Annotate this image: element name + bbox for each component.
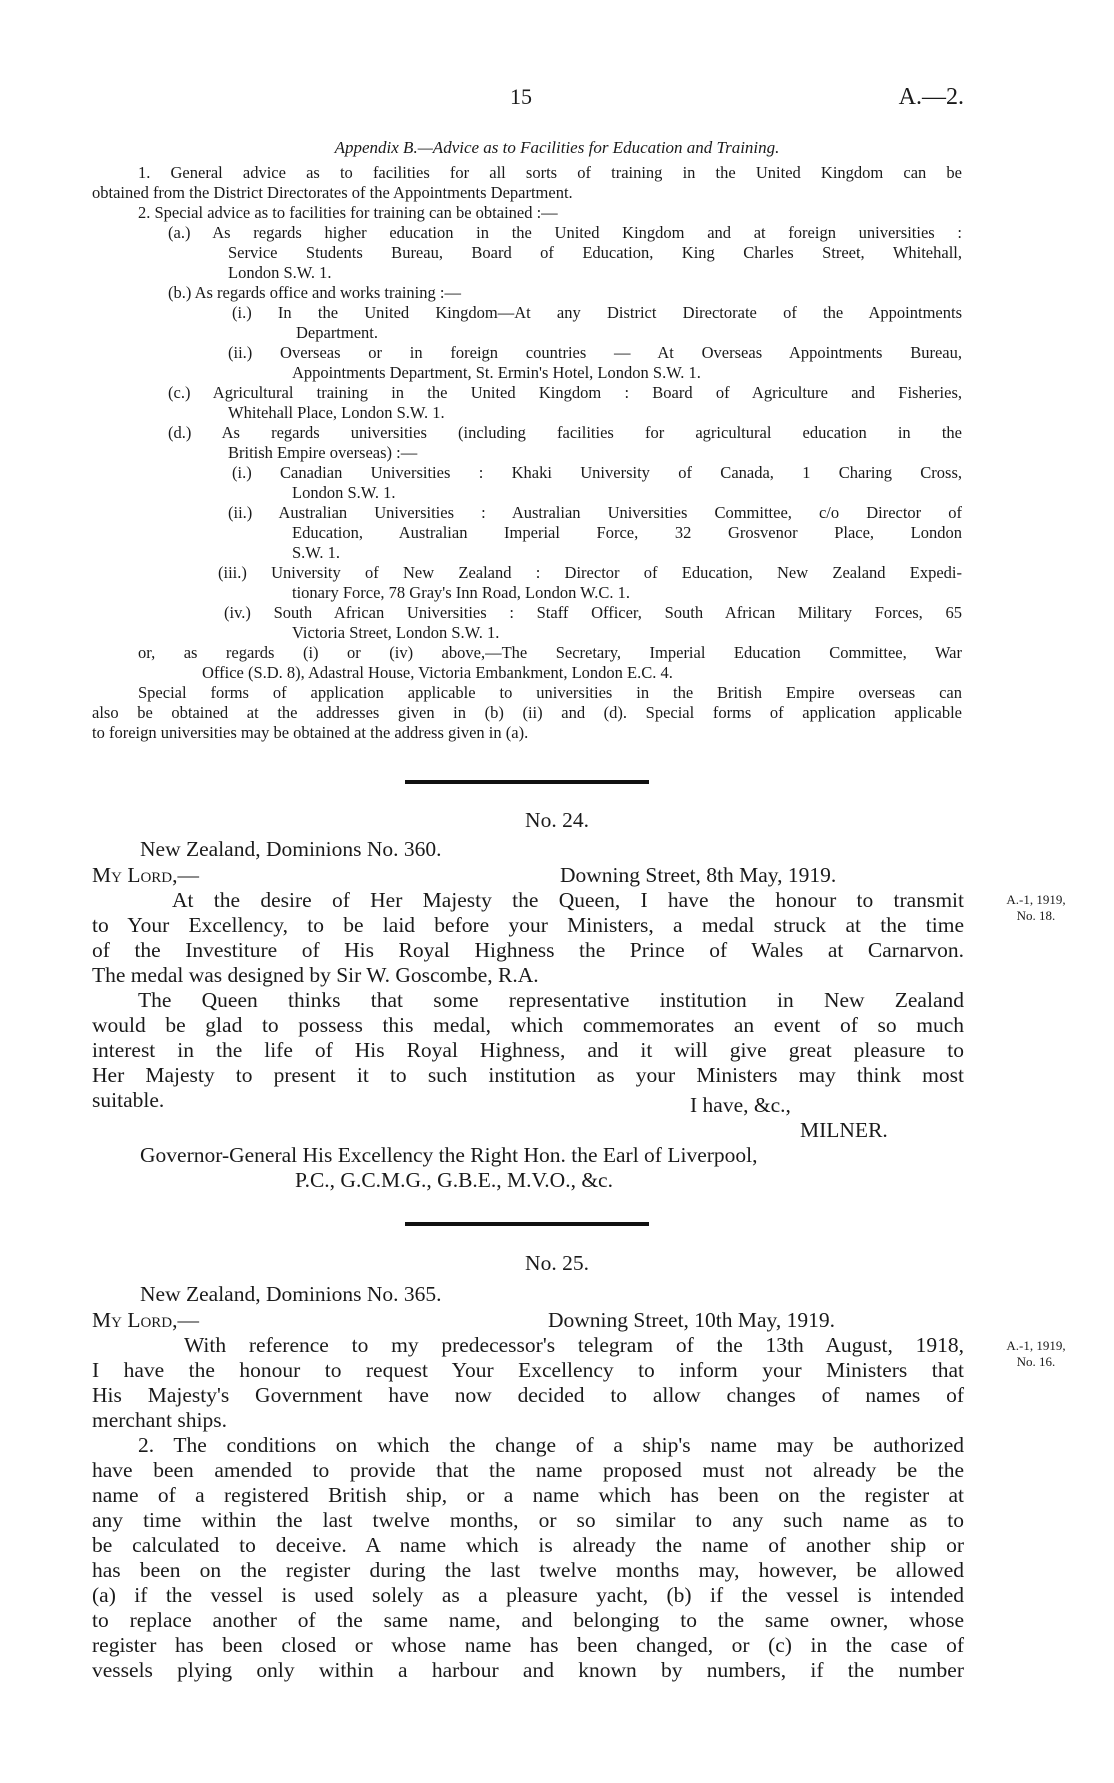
text-line: (i.) Canadian Universities : Khaki University of Canada, 1 Charing Cross, xyxy=(232,463,962,482)
text-line: obtained from the District Directorates of the Appointments Department. xyxy=(92,183,573,202)
text-line: 1. General advice as to facilities for all sorts of training in the United Kingdom can be xyxy=(138,163,962,182)
closing: I have, &c., xyxy=(690,1093,791,1117)
place-date: Downing Street, 8th May, 1919. xyxy=(560,863,837,887)
text-line: has been on the register during the last twelve months may, however, be allowed xyxy=(92,1558,964,1582)
text-line: At the desire of Her Majesty the Queen, I have the honour to transmit xyxy=(172,888,964,912)
text-line: Appointments Department, St. Ermin's Hotel, London S.W. 1. xyxy=(292,363,701,382)
text-line: Office (S.D. 8), Adastral House, Victoria Embankment, London E.C. 4. xyxy=(202,663,673,682)
page-header xyxy=(0,84,1114,114)
text-line: (ii.) Australian Universities : Australian Universities Committee, c/o Director of xyxy=(228,503,962,522)
text-line: Service Students Bureau, Board of Education, King Charles Street, Whitehall, xyxy=(228,243,962,262)
text-line: London S.W. 1. xyxy=(292,483,396,502)
text-line: would be glad to possess this medal, which commemorates an event of so much xyxy=(92,1013,964,1037)
text-line: be calculated to deceive. A name which is already the name of another ship or xyxy=(92,1533,964,1557)
text-line: name of a registered British ship, or a name which has been on the register at xyxy=(92,1483,964,1507)
text-line: Her Majesty to present it to such institution as your Ministers may think most xyxy=(92,1063,964,1087)
text-line: to foreign universities may be obtained at the address given in (a). xyxy=(92,723,529,742)
text-line: The Queen thinks that some representative institution in New Zealand xyxy=(138,988,964,1012)
section-divider xyxy=(405,780,649,784)
text-line: 2. Special advice as to facilities for training can be obtained :— xyxy=(138,203,558,222)
text-line: register has been closed or whose name has been changed, or (c) in the case of xyxy=(92,1633,964,1657)
appendix-title: Appendix B.—Advice as to Facilities for Education and Training. xyxy=(334,138,780,157)
text-line: vessels plying only within a harbour and known by numbers, if the number xyxy=(92,1658,964,1682)
text-line: tionary Force, 78 Gray's Inn Road, London W.C. 1. xyxy=(292,583,630,602)
salutation: My Lord,— xyxy=(92,1308,200,1332)
text-line: have been amended to provide that the name proposed must not already be the xyxy=(92,1458,964,1482)
text-line: Department. xyxy=(296,323,379,342)
text-line: to Your Excellency, to be laid before your Ministers, a medal struck at the time xyxy=(92,913,964,937)
margin-note: A.-1, 1919, No. 16. xyxy=(1006,1338,1066,1369)
place-date: Downing Street, 10th May, 1919. xyxy=(548,1308,836,1332)
margin-note: A.-1, 1919, No. 18. xyxy=(1006,892,1066,923)
salutation: My Lord,— xyxy=(92,863,200,887)
letter-number: No. 24. xyxy=(525,808,589,832)
text-line: (b.) As regards office and works training :— xyxy=(168,283,461,302)
text-line: S.W. 1. xyxy=(292,543,340,562)
section-divider xyxy=(405,1222,649,1226)
text-line: (ii.) Overseas or in foreign countries — At Overseas Appointments Bureau, xyxy=(228,343,962,362)
dominions-reference: New Zealand, Dominions No. 365. xyxy=(140,1282,442,1306)
text-line: or, as regards (i) or (iv) above,—The Secretary, Imperial Education Committee, War xyxy=(138,643,962,662)
text-line: With reference to my predecessor's telegram of the 13th August, 1918, xyxy=(184,1333,964,1357)
text-line: merchant ships. xyxy=(92,1408,227,1432)
dominions-reference: New Zealand, Dominions No. 360. xyxy=(140,837,442,861)
text-line: (a) if the vessel is used solely as a pleasure yacht, (b) if the vessel is intended xyxy=(92,1583,964,1607)
text-line: (i.) In the United Kingdom—At any District Directorate of the Appointments xyxy=(232,303,962,322)
text-line: Victoria Street, London S.W. 1. xyxy=(292,623,500,642)
text-line: I have the honour to request Your Excellency to inform your Ministers that xyxy=(92,1358,964,1382)
text-line: suitable. xyxy=(92,1088,165,1112)
text-line: Special forms of application applicable to universities in the British Empire overseas can xyxy=(138,683,962,702)
text-line: (c.) Agricultural training in the United Kingdom : Board of Agriculture and Fisheries, xyxy=(168,383,962,402)
text-line: interest in the life of His Royal Highness, and it will give great pleasure to xyxy=(92,1038,964,1062)
addressee-line: Governor-General His Excellency the Right Hon. the Earl of Liverpool, xyxy=(140,1143,758,1167)
text-line: (d.) As regards universities (including facilities for agricultural education in the xyxy=(168,423,962,442)
series-reference: A.—2. xyxy=(898,84,964,110)
text-line: His Majesty's Government have now decided to allow changes of names of xyxy=(92,1383,964,1407)
text-line: British Empire overseas) :— xyxy=(228,443,418,462)
text-line: Whitehall Place, London S.W. 1. xyxy=(228,403,445,422)
page-number: 15 xyxy=(510,84,532,109)
signature: MILNER. xyxy=(800,1118,888,1142)
text-line: London S.W. 1. xyxy=(228,263,332,282)
text-line: The medal was designed by Sir W. Goscombe, R.A. xyxy=(92,963,539,987)
text-line: (a.) As regards higher education in the United Kingdom and at foreign universities : xyxy=(168,223,962,242)
text-line: Education, Australian Imperial Force, 32 Grosvenor Place, London xyxy=(292,523,962,542)
text-line: 2. The conditions on which the change of a ship's name may be authorized xyxy=(138,1433,964,1457)
text-line: of the Investiture of His Royal Highness the Prince of Wales at Carnarvon. xyxy=(92,938,964,962)
text-line: also be obtained at the addresses given in (b) (ii) and (d). Special forms of application applicable xyxy=(92,703,962,722)
text-line: (iv.) South African Universities : Staff Officer, South African Military Forces, 65 xyxy=(224,603,962,622)
text-line: any time within the last twelve months, or so similar to any such name as to xyxy=(92,1508,964,1532)
addressee-line: P.C., G.C.M.G., G.B.E., M.V.O., &c. xyxy=(295,1168,613,1192)
text-line: (iii.) University of New Zealand : Director of Education, New Zealand Expedi- xyxy=(218,563,962,582)
text-line: to replace another of the same name, and belonging to the same owner, whose xyxy=(92,1608,964,1632)
letter-number: No. 25. xyxy=(525,1251,589,1275)
